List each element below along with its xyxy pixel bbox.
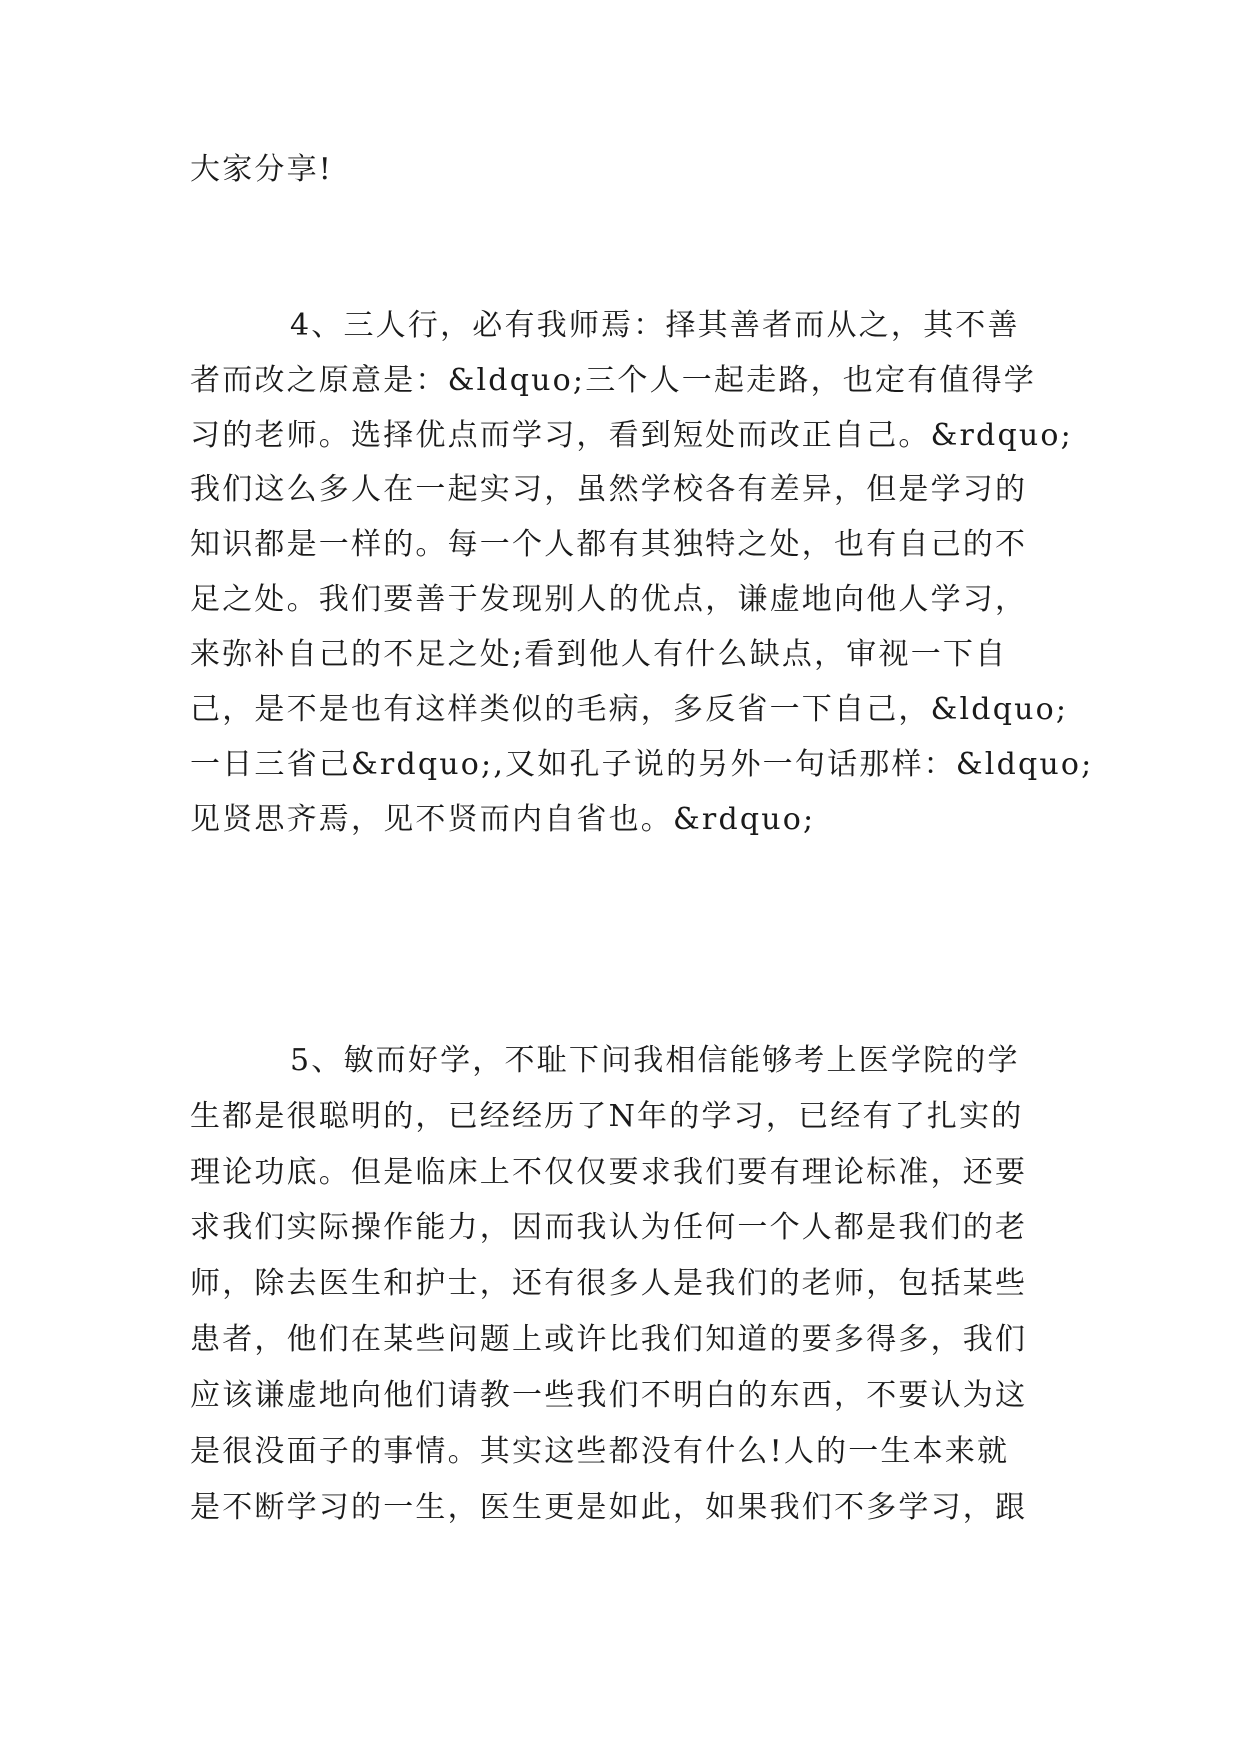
paragraph-4-line-9: 一日三省己&rdquo;,又如孔子说的另外一句话那样：&ldquo;: [190, 747, 1094, 782]
paragraph-5-line-5: 师，除去医生和护士，还有很多人是我们的老师，包括某些: [190, 1266, 1028, 1301]
paragraph-5-line-8: 是很没面子的事情。其实这些都没有什么!人的一生本来就: [190, 1434, 1010, 1469]
paragraph-5-line-9: 是不断学习的一生，医生更是如此，如果我们不多学习，跟: [190, 1490, 1028, 1525]
paragraph-5-line-1: 5、敏而好学，不耻下问我相信能够考上医学院的学: [290, 1043, 1020, 1078]
paragraph-4-line-6: 足之处。我们要善于发现别人的优点，谦虚地向他人学习，: [190, 582, 1028, 617]
paragraph-4-line-8: 己，是不是也有这样类似的毛病，多反省一下自己，&ldquo;: [190, 692, 1069, 727]
paragraph-4-line-3: 习的老师。选择优点而学习，看到短处而改正自己。&rdquo;: [190, 418, 1073, 453]
paragraph-4-line-10: 见贤思齐焉，见不贤而内自省也。&rdquo;: [190, 802, 816, 837]
paragraph-4-line-5: 知识都是一样的。每一个人都有其独特之处，也有自己的不: [190, 527, 1028, 562]
paragraph-5-line-7: 应该谦虚地向他们请教一些我们不明白的东西，不要认为这: [190, 1378, 1028, 1413]
paragraph-4-line-1: 4、三人行，必有我师焉：择其善者而从之，其不善: [290, 308, 1020, 343]
paragraph-5-line-6: 患者，他们在某些问题上或许比我们知道的要多得多，我们: [190, 1322, 1028, 1357]
paragraph-5-line-4: 求我们实际操作能力，因而我认为任何一个人都是我们的老: [190, 1210, 1028, 1245]
intro-line: 大家分享!: [190, 152, 334, 187]
paragraph-4-line-7: 来弥补自己的不足之处;看到他人有什么缺点，审视一下自: [190, 637, 1008, 672]
paragraph-4-line-4: 我们这么多人在一起实习，虽然学校各有差异，但是学习的: [190, 472, 1028, 507]
paragraph-4-line-2: 者而改之原意是：&ldquo;三个人一起走路，也定有值得学: [190, 363, 1036, 398]
paragraph-5-line-3: 理论功底。但是临床上不仅仅要求我们要有理论标准，还要: [190, 1155, 1028, 1190]
paragraph-5-line-2: 生都是很聪明的，已经经历了N年的学习，已经有了扎实的: [190, 1099, 1024, 1134]
